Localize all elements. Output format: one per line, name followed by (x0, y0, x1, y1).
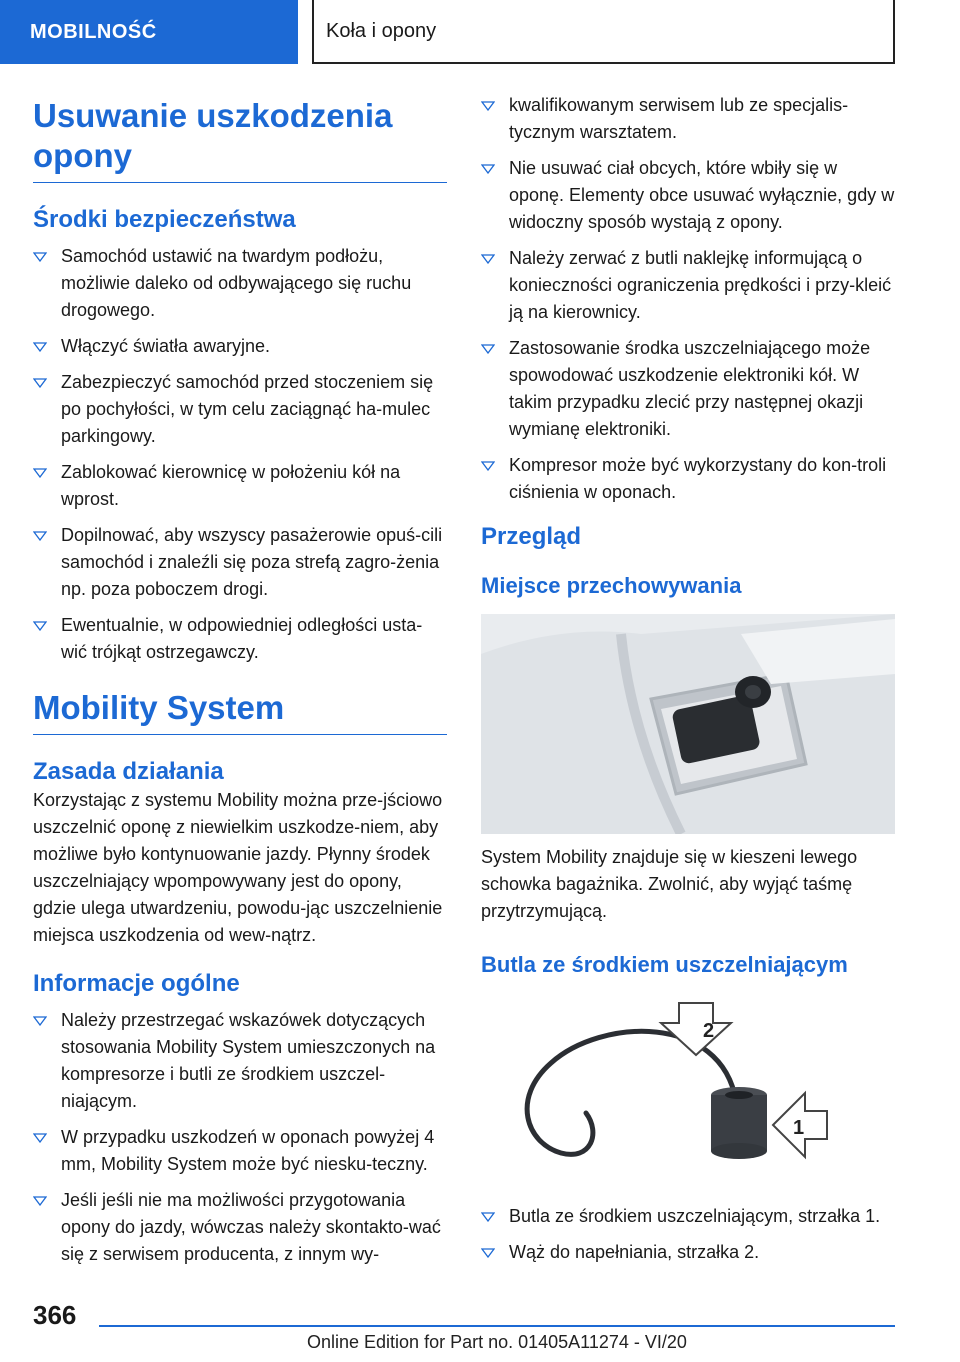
list-item (481, 1203, 895, 1230)
bottle-heading: Butla ze środkiem uszczelniającym (481, 952, 848, 977)
list-item-text: Dopilnować, aby wszyscy pasażerowie opuś-cili samochód i znaleźli się poza strefą zagro-żenia np. poza poboczem drogi. (61, 525, 443, 599)
list-item (33, 1124, 447, 1178)
storage-heading: Miejsce przechowywania (481, 573, 742, 598)
triangle-bullet-icon (481, 1212, 495, 1222)
list-item (33, 1007, 447, 1115)
list-item-text: Jeśli jeśli nie ma możliwości przygotowania opony do jazdy, wówczas należy skontakto-wać się z serwisem producenta, z innym wy- (61, 1190, 441, 1264)
list-item-text: Samochód ustawić na twardym podłożu, możliwie daleko od odbywającego się ruchu drogowego. (61, 246, 412, 320)
list-item-text: Kompresor może być wykorzystany do kon-troli ciśnienia w oponach. (509, 455, 887, 502)
left-column (33, 96, 447, 1277)
overview-heading: Przegląd (481, 523, 582, 550)
chapter-label: Koła i opony (326, 19, 437, 42)
list-item (33, 333, 447, 360)
triangle-bullet-icon (33, 1133, 47, 1143)
list-item (33, 1187, 447, 1268)
list-item-text: Zabezpieczyć samochód przed stoczeniem się po pochyłości, w tym celu zaciągnąć ha-mulec parkingowy. (61, 372, 434, 446)
list-item (33, 522, 447, 603)
page-title: Usuwanie uszkodzenia opony (33, 96, 447, 183)
triangle-bullet-icon (33, 621, 47, 631)
list-item (33, 243, 447, 324)
list-item-text: Wąż do napełniania, strzałka 2. (509, 1242, 760, 1262)
safety-heading: Środki bezpieczeństwa (33, 206, 296, 233)
page-number: 366 (33, 1300, 77, 1330)
section-label: MOBILNOŚĆ (30, 20, 157, 43)
list-item-text: Ewentualnie, w odpowiedniej odległości usta-wić trójkąt ostrzegawczy. (61, 615, 423, 662)
principle-heading: Zasada działania (33, 758, 224, 785)
bottle-list (481, 1203, 895, 1266)
triangle-bullet-icon (33, 252, 47, 262)
triangle-bullet-icon (33, 342, 47, 352)
list-item-text: Należy przestrzegać wskazówek dotyczących stosowania Mobility System umieszczonych na kompresorze i butli ze środkiem uszczel-niającym. (61, 1010, 436, 1111)
triangle-bullet-icon (481, 1248, 495, 1258)
footer-rule (99, 1325, 895, 1327)
sealant-bottle-image (481, 993, 895, 1189)
general-heading: Informacje ogólne (33, 970, 240, 997)
list-item-text: Nie usuwać ciał obcych, które wbiły się w oponę. Elementy obce usuwać wyłącznie, gdy w widoczny sposób wystają z opony. (509, 158, 895, 232)
arrow-1-label: 1 (793, 1117, 805, 1139)
edition-note: Online Edition for Part no. 01405A11274 - VI/20 (307, 1332, 687, 1352)
list-item-text: Zastosowanie środka uszczelniającego może spowodować uszkodzenie elektroniki kół. W takim przypadku zlecić przy następnej okazji wymianę elektroniki. (509, 338, 871, 439)
list-item-text: W przypadku uszkodzeń w oponach powyżej 4 mm, Mobility System może być niesku-teczny. (61, 1127, 435, 1174)
storage-pocket-image (481, 614, 895, 834)
storage-caption: System Mobility znajduje się w kieszeni lewego schowka bagażnika. Zwolnić, aby wyjąć taśmę przytrzymującą. (481, 847, 858, 921)
list-item-text: Zablokować kierownicę w położeniu kół na wprost. (61, 462, 401, 509)
list-item-text: Butla ze środkiem uszczelniającym, strzałka 1. (509, 1206, 881, 1226)
triangle-bullet-icon (481, 101, 495, 111)
general-list (33, 1007, 447, 1268)
list-item (481, 92, 895, 146)
list-item (33, 459, 447, 513)
list-item (33, 369, 447, 450)
arrow-2-label: 2 (703, 1020, 715, 1042)
list-item (33, 612, 447, 666)
triangle-bullet-icon (481, 164, 495, 174)
continued-list (481, 92, 895, 506)
triangle-bullet-icon (481, 254, 495, 264)
right-column (481, 92, 895, 1275)
section-tab (0, 0, 298, 64)
triangle-bullet-icon (33, 1016, 47, 1026)
triangle-bullet-icon (33, 468, 47, 478)
list-item (481, 155, 895, 236)
triangle-bullet-icon (33, 1196, 47, 1206)
list-item (481, 335, 895, 443)
safety-list (33, 243, 447, 666)
list-item (481, 245, 895, 326)
triangle-bullet-icon (481, 344, 495, 354)
mobility-title: Mobility System (33, 688, 447, 735)
triangle-bullet-icon (33, 378, 47, 388)
list-item (481, 1239, 895, 1266)
chapter-tab (312, 0, 895, 64)
list-item-text: kwalifikowanym serwisem lub ze specjalis-tycznym warsztatem. (509, 95, 849, 142)
list-item-text: Włączyć światła awaryjne. (61, 336, 271, 356)
principle-text: Korzystając z systemu Mobility można prze-jściowo uszczelnić oponę z niewielkim uszkodze-niem, aby możliwe było kontynuowanie jazdy. Płynny środek uszczelniający wpompowywany jest do opony, gdzie ulega utwardzeniu, powodu-jąc uszczelnienie miejsca uszkodzenia od wew-nątrz. (33, 790, 443, 945)
triangle-bullet-icon (33, 531, 47, 541)
triangle-bullet-icon (481, 461, 495, 471)
list-item-text: Należy zerwać z butli naklejkę informującą o konieczności ograniczenia prędkości i przy-kleić ją na kierownicy. (509, 248, 892, 322)
list-item (481, 452, 895, 506)
